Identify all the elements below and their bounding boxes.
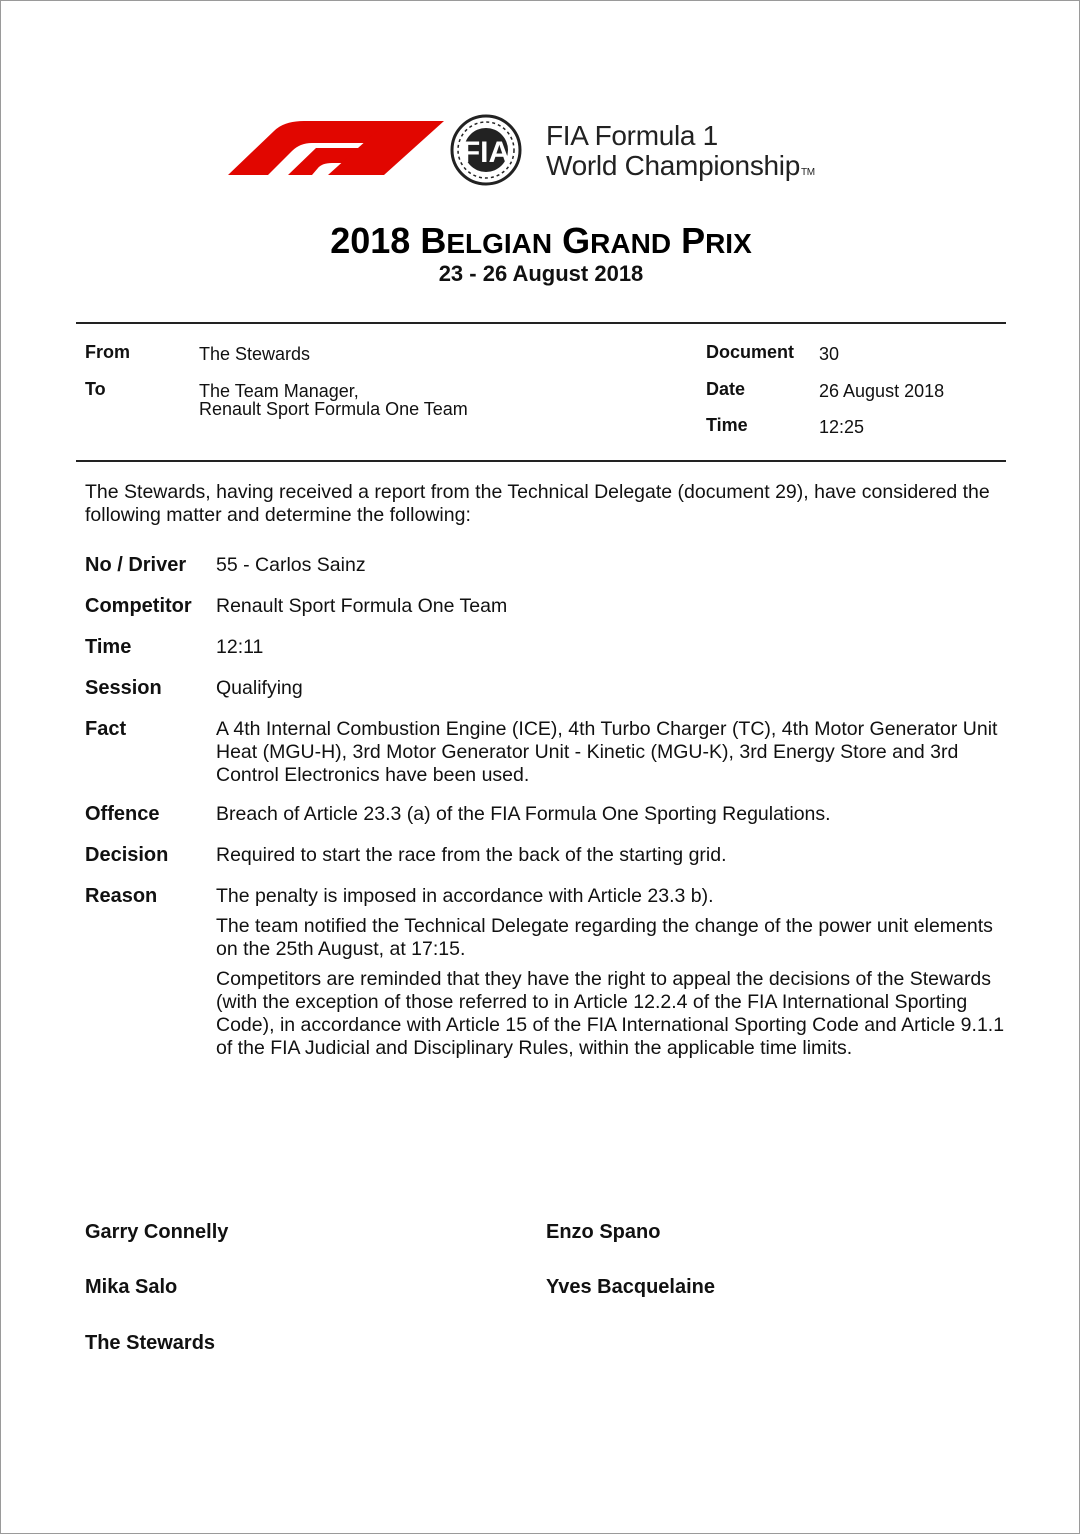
svg-text:FIA: FIA [461,136,511,169]
signatory-2: Enzo Spano [546,1221,661,1243]
to-value-line1: The Team Manager, [199,381,359,401]
wordmark-line2 [546,151,815,188]
event-title [1,221,1080,264]
signatory-4: Yves Bacquelaine [546,1276,715,1298]
fact-label: Fact [85,718,127,740]
title-word1-rest: ELGIAN [446,228,553,259]
incident-time-label: Time [85,636,132,658]
session-label: Session [85,677,162,699]
title-word3-rest: RIX [705,228,752,259]
fia-badge-icon [452,116,520,184]
championship-wordmark [546,121,815,188]
document-value: 30 [819,344,840,364]
driver-label: No / Driver [85,554,187,576]
time-value: 12:25 [819,417,865,437]
competitor-value: Renault Sport Formula One Team [216,595,508,617]
wordmark-line1: FIA Formula 1 [546,120,718,151]
reason-label: Reason [85,885,158,907]
wordmark-line2-text: World Championship [546,150,800,181]
date-value: 26 August 2018 [819,381,945,401]
header-divider-bottom [76,460,1006,462]
header-logo [226,113,886,188]
stewards-footer: The Stewards [85,1332,216,1354]
signatory-3: Mika Salo [85,1276,178,1298]
from-label: From [85,342,130,362]
document-label: Document [706,342,795,362]
trademark-mark: TM [800,167,815,178]
driver-value: 55 - Carlos Sainz [216,554,366,576]
decision-value: Required to start the race from the back of the starting grid. [216,844,727,866]
header-divider-top [76,322,1006,324]
title-word2-rest: RAND [590,228,672,259]
title-word3-initial: P [681,220,706,261]
to-value-line2: Renault Sport Formula One Team [199,399,468,419]
fact-value: A 4th Internal Combustion Engine (ICE), 4th Turbo Charger (TC), 4th Motor Generator Unit Heat (MGU-H), 3rd Motor Generator Unit - Kinetic (MGU-K), 3rd Energy Store and 3rd Control Electronics have been used. [216,718,998,786]
time-label: Time [706,415,748,435]
reason-paragraph-1: The penalty is imposed in accordance with Article 23.3 b). [216,885,714,907]
signatory-1: Garry Connelly [85,1221,229,1243]
title-word2-initial: G [562,220,591,261]
offence-value: Breach of Article 23.3 (a) of the FIA Formula One Sporting Regulations. [216,803,831,825]
reason-paragraph-2: The team notified the Technical Delegate regarding the change of the power unit elements on the 25th August, at 17:15. [216,915,993,960]
decision-label: Decision [85,844,169,866]
intro-paragraph: The Stewards, having received a report from the Technical Delegate (document 29), have considered the following matter and determine the following: [85,481,990,526]
incident-time-value: 12:11 [216,636,264,658]
title-year: 2018 [330,220,411,261]
competitor-label: Competitor [85,595,192,617]
offence-label: Offence [85,803,160,825]
event-dates: 23 - 26 August 2018 [438,261,644,286]
f1-logo-icon [226,113,546,188]
from-value: The Stewards [199,344,311,364]
to-label: To [85,379,106,399]
date-label: Date [706,379,746,399]
reason-paragraph-3: Competitors are reminded that they have the right to appeal the decisions of the Stewards (with the exception of those referred to in Article 12.2.4 of the FIA International Sporting Code), in accordance with Article 15 of the FIA International Sporting Code and Article 9.1.1 of the FIA Judicial and Disciplinary Rules, within the applicable time limits. [216,968,1005,1059]
session-value: Qualifying [216,677,303,699]
reason-value [216,885,1016,1067]
title-word1-initial: B [420,220,447,261]
